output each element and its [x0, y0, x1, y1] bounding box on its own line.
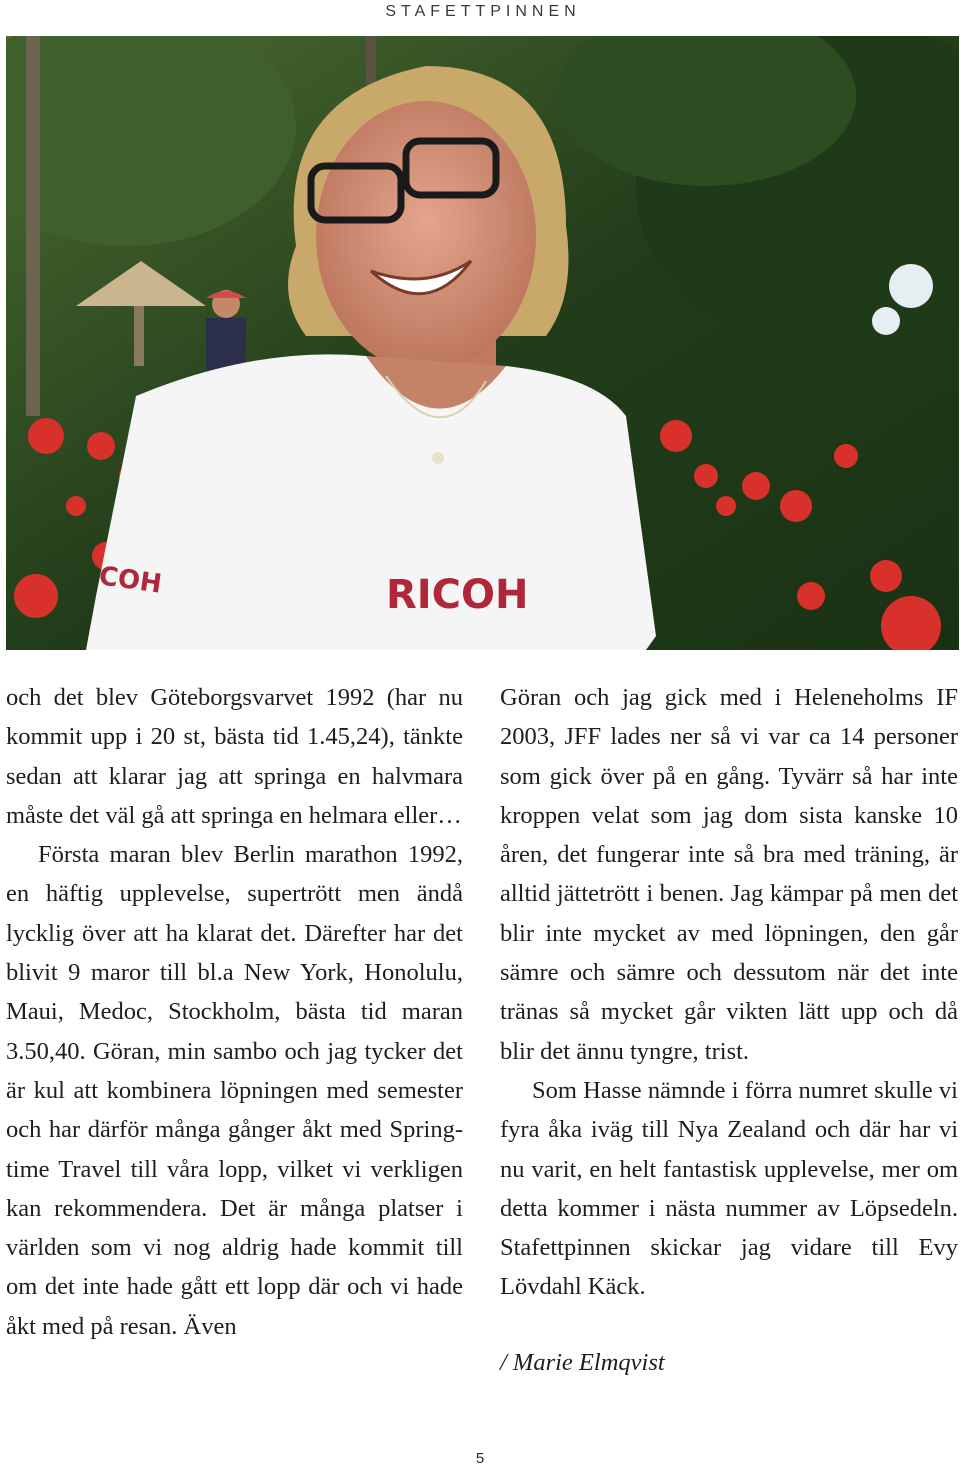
- author-signature: / Marie Elmqvist: [500, 1348, 665, 1376]
- shirt-logo-front: RICOH: [386, 572, 529, 618]
- shirt-logo-sleeve: COH: [97, 561, 164, 600]
- right-paragraph-2: Som Hasse nämnde i förra numret skulle vi fyra åka iväg till Nya Zealand och där har vi nu varit, en helt fantastisk upplevelse, mer om detta kommer i nästa nummer av Löpsedeln. Stafettpinnen skickar jag vidare till Evy Lövdahl Käck.: [500, 1076, 958, 1301]
- left-paragraph-2: Första maran blev Berlin marathon 1992, en häftig upplevelse, supertrött men ändå lycklig över att ha klarat det. Därefter har det blivit 9 maror till bl.a New York, Honolulu, Maui, Medoc, Stockholm, bästa tid maran 3.50,40. Göran, min sambo och jag tycker det är kul att kombinera löpningen med semester och har därför många gånger åkt med Springtime Travel till våra lopp, vilket vi verkligen kan rekommendera. Det är många platser i världen som vi nog aldrig hade kommit till om det inte hade gått ett lopp där och vi hade åkt med på resan. Även: [6, 841, 463, 1340]
- running-header: STAFETTPINNEN: [385, 3, 581, 20]
- right-paragraph-1: Göran och jag gick med i Heleneholms IF 2003, JFF lades ner så vi var ca 14 personer som gick över på en gång. Tyvärr så har inte kroppen velat som jag dom sista kanske 10 åren, det fungerar inte så bra med träning, är alltid jättetrött i benen. Jag kämpar på men det blir inte mycket av med löpningen, den går sämre och sämre och dessutom när det inte tränas så mycket går vikten lätt upp och då blir det ännu tyngre, trist.: [500, 684, 958, 1065]
- portrait-photo: [6, 36, 959, 650]
- right-column: [500, 678, 958, 1382]
- page-number: 5: [475, 1450, 485, 1467]
- left-column: [6, 678, 463, 1346]
- left-paragraph-1: och det blev Göteborgsvarvet 1992 (har nu kommit upp i 20 st, bästa tid 1.45,24), tänkte sedan att klarar jag att springa en halvmara måste det väl gå att springa en helmara eller…: [6, 684, 463, 829]
